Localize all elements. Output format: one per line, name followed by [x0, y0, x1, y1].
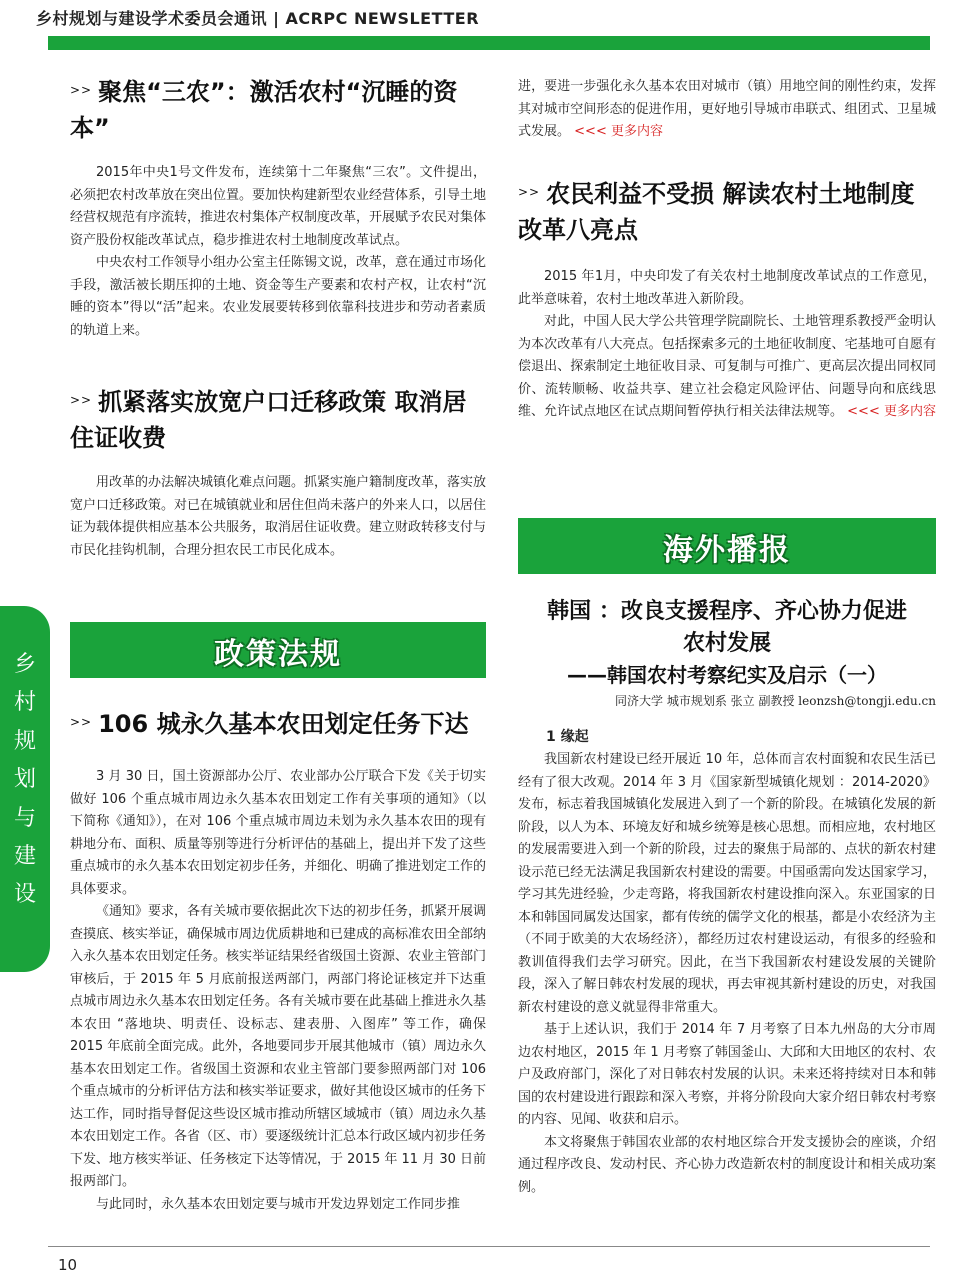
- paragraph-text: 对此，中国人民大学公共管理学院副院长、土地管理系教授严金明认为本次改革有八大亮点。包括探索多元的土地征收制度、宅基地可自愿有偿退出、探索制定土地征收目录、可复制与可推广、更高层次提出同权同价、流转顺畅、收益共享、建立社会稳定风险评估、问题导向和底线思维、允许试点地区在试点期间暂停执行相关法律法规等。: [518, 314, 936, 419]
- more-content-link[interactable]: <<< 更多内容: [847, 404, 936, 419]
- article-title: [518, 174, 936, 248]
- article-paragraph: [518, 311, 936, 424]
- side-tab-char: 设: [13, 882, 36, 908]
- article-title-text: 106 城永久基本农田划定任务下达: [98, 710, 469, 738]
- side-tab-char: 乡: [13, 652, 36, 677]
- author-byline: 同济大学 城市规划系 张立 副教授 leonzsh@tongji.edu.cn: [615, 694, 936, 708]
- section-banner-overseas: [518, 518, 936, 574]
- article-paragraph: 2015年中央1号文件发布，连续第十二年聚焦“三农”。文件提出，必须把农村改革放在突出位置。要加快构建新型农业经营体系，引导土地经营权规范有序流转，推进农村集体产权制度改革，开展赋予农民对集体资产股份权能改革试点，稳步推进农村土地制度改革试点。: [70, 165, 487, 248]
- article-paragraph: 3 月 30 日，国土资源部办公厅、农业部办公厅联合下发《关于切实做好 106 个重点城市周边永久基本农田划定工作有关事项的通知》（以下简称《通知》），在对 106 个重点城市周边未划为永久基本农田的现有耕地分布、面积、质量等别等进行分析评估的基础上，提出并下发了这些重点城市的永久基本农田划定初步任务，并细化、明确了推进划定工作的具体要求。: [70, 769, 487, 897]
- side-tab-char: 划: [13, 767, 36, 793]
- article-paragraph: [518, 76, 936, 144]
- side-tab-label: [0, 646, 50, 915]
- article-paragraph: 基于上述认识，我们于 2014 年 7 月考察了日本九州岛的大分市周边农村地区，2015 年 1 月考察了韩国釜山、大邱和大田地区的农村、农户及政府部门，深化了对日韩农村发展的认识。未来还将持续对日本和韩国的农村建设进行跟踪和深入考察，并将分阶段向大家介绍日韩农村考察的内容、见闻、收获和启示。: [518, 1022, 936, 1127]
- article-title-text: 抓紧落实放宽户口迁移政策 取消居住证收费: [70, 388, 467, 452]
- side-tab-char: 与: [13, 805, 36, 831]
- arrow-marker: >>: [70, 715, 93, 729]
- article-title-text: 聚焦“三农”：激活农村“沉睡的资本”: [70, 78, 458, 142]
- side-tab-char: 规: [13, 728, 36, 754]
- arrow-marker: >>: [70, 83, 93, 97]
- article-paragraph: 中央农村工作领导小组办公室主任陈锡文说，改革，意在通过市场化手段，激活被长期压抑的土地、资金等生产要素和农村产权，让农村“沉睡的资本”得以“活”起来。农业发展要转移到依靠科技进步和劳动者素质的轨道上来。: [70, 255, 487, 338]
- side-section-tab: [0, 606, 50, 972]
- korea-subtitle: ——韩国农村考察纪实及启示（一）: [567, 663, 887, 687]
- korea-title-line1: 韩国 ：改良支援程序、齐心协力促进: [547, 599, 907, 624]
- article-paragraph: 用改革的办法解决城镇化难点问题。抓紧实施户籍制度改革，落实放宽户口迁移政策。对已在城镇就业和居住但尚未落户的外来人口，以居住证为载体提供相应基本公共服务，取消居住证收费。建立财政转移支付与市民化挂钩机制，合理分担农民工市民化成本。: [70, 475, 487, 558]
- article-hukou: [70, 382, 486, 562]
- article-paragraph: 与此同时，永久基本农田划定要与城市开发边界划定工作同步推: [96, 1196, 461, 1212]
- korea-title-line2: 农村发展: [682, 631, 771, 656]
- footer-divider: [48, 1246, 930, 1247]
- section-banner-policy: [70, 622, 486, 678]
- article-paragraph: 《通知》要求，各有关城市要依据此次下达的初步任务，抓紧开展调查摸底、核实举证，确保城市周边优质耕地和已建成的高标准农田全部纳入永久基本农田划定任务。核实举证结果经省级国土资源、农业主管部门审核后，于 2015 年 5 月底前报送两部门，两部门将论证核定并下达重点城市周边永久基本农田划定任务。各有关城市要在此基础上推进永久基本农田 “落地块、明责任、设标志、建表册、入图库” 等工作，确保 2015 年底前全面完成。此外，各地要同步开展其他城市（镇）周边永久基本农田划定工作。省级国土资源和农业主管部门要参照两部门对 106 个重点城市的分析评估方法和核实举证要求，做好其他设区城市的任务下达工作，同时指导督促这些设区城市推动所辖区域城市（镇）周边永久基本农田划定工作。各省（区、市）要逐级统计汇总本行政区域内初步任务下发、地方核实举证、任务核定下达等情况，于 2015 年 11 月 30 日前报两部门。: [70, 904, 487, 1189]
- section-banner-text: 政策法规: [214, 637, 342, 672]
- article-paragraph: 我国新农村建设已经开展近 10 年，总体而言农村面貌和农民生活已经有了很大改观。2014 年 3 月《国家新型城镇化规划 ：2014-2020》发布，标志着我国城镇化发展进入到了一个新的阶段。在城镇化发展的新阶段，以人为本、环境友好和城乡统筹是核心思想。而相应地，农村地区的发展需要进入到一个新的阶段，过去的聚焦于局部的、点状的新农村建设示范已经无法满足我国新农村建设的需要。中国亟需向发达国家学习，学习其先进经验，少走弯路，将我国新农村建设推向深入。东亚国家的日本和韩国同属发达国家，都有传统的儒学文化的根基，都是小农经济为主（不同于欧美的大农场经济），都经历过农村建设运动，有很多的经验和教训值得我们去学习研究。因此，在当下我国新农村建设发展的关键阶段，深入了解日韩农村发展的现状，再去审视其新村建设的历史，对我国新农村建设的意义就显得非常重大。: [518, 752, 936, 1015]
- article-farmland-continued: [518, 76, 936, 144]
- article-paragraph: 2015 年1月，中央印发了有关农村土地制度改革试点的工作意见，此举意味着，农村土地改革进入新阶段。: [518, 269, 936, 307]
- article-farmland: [70, 704, 486, 1216]
- side-tab-char: 建: [13, 844, 36, 870]
- continued-text: 进，要进一步强化永久基本农田对城市（镇）用地空间的刚性约束，发挥其对城市空间形态的促进作用，更好地引导城市串联式、组团式、卫星城式发展。: [518, 79, 936, 139]
- newsletter-header-title: 乡村规划与建设学术委员会通讯 | ACRPC NEWSLETTER: [36, 9, 480, 28]
- section-heading: 1 缘起: [546, 729, 589, 745]
- article-land-reform: [518, 174, 936, 424]
- section-banner-text: 海外播报: [663, 533, 791, 568]
- article-title: [70, 382, 486, 456]
- side-tab-char: 村: [13, 690, 36, 716]
- article-paragraph: 本文将聚焦于韩国农业部的农村地区综合开发支援协会的座谈，介绍通过程序改良、发动村民、齐心协力改造新农村的制度设计和相关成功案例。: [518, 1134, 936, 1195]
- article-korea: [518, 596, 936, 1199]
- page-number: 10: [58, 1256, 78, 1274]
- article-title: [70, 704, 486, 742]
- arrow-marker: >>: [70, 393, 93, 407]
- article-title-text: 农民利益不受损 解读农村土地制度改革八亮点: [518, 180, 915, 244]
- more-content-link[interactable]: <<< 更多内容: [574, 124, 663, 139]
- header-accent-bar: [48, 36, 930, 50]
- article-rural-capital: [70, 72, 486, 342]
- article-title: [70, 72, 486, 146]
- arrow-marker: >>: [518, 185, 541, 199]
